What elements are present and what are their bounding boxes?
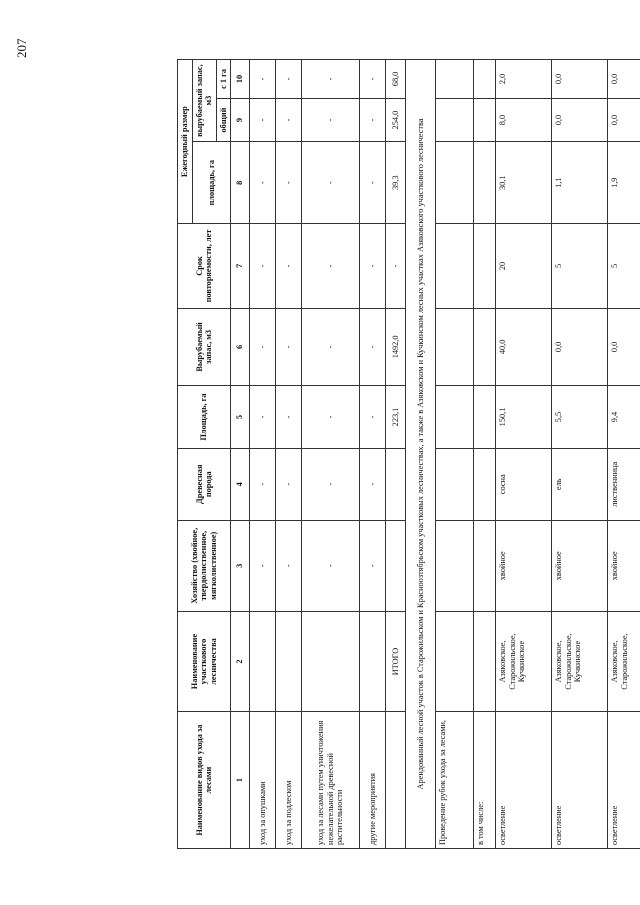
- total-annual-volume: 254,0: [386, 98, 406, 141]
- col-number: 3: [231, 520, 250, 611]
- cell: [474, 386, 496, 449]
- total-volume: 1492,0: [386, 308, 406, 386]
- cell: -: [276, 224, 302, 308]
- col-number: 5: [231, 386, 250, 449]
- cell: [386, 520, 406, 611]
- cell: -: [360, 520, 386, 611]
- care-type: осветление: [496, 712, 552, 849]
- cell: ель: [552, 448, 608, 520]
- cell: -: [250, 448, 276, 520]
- cell: 5: [552, 224, 608, 308]
- col-number: 1: [231, 712, 250, 849]
- section-title: Арендованный лесной участок в Старожильском и Красноозтябрьском участковых лесничествах, а также в Азяковском и Кучкинском лесных участках Азяковского участкового лесничества: [406, 60, 436, 849]
- cell: 1,1: [552, 142, 608, 224]
- cell: -: [360, 98, 386, 141]
- cell: 150,1: [496, 386, 552, 449]
- cell: 0,0: [552, 308, 608, 386]
- cell: -: [302, 60, 360, 99]
- cell: -: [276, 142, 302, 224]
- cell: [474, 60, 496, 99]
- total-period: -: [386, 224, 406, 308]
- care-type: осветление: [608, 712, 640, 849]
- total-label: ИТОГО: [386, 611, 406, 711]
- cell: -: [302, 142, 360, 224]
- cell: [474, 308, 496, 386]
- cell: -: [360, 60, 386, 99]
- table-row: [250, 60, 276, 849]
- cell: -: [276, 520, 302, 611]
- cell: лиственница: [608, 448, 640, 520]
- total-row: [386, 60, 406, 849]
- cell: [436, 448, 474, 520]
- cell: -: [250, 60, 276, 99]
- section-row: [406, 60, 436, 849]
- cell: -: [250, 386, 276, 449]
- cell: -: [276, 98, 302, 141]
- cell: -: [250, 142, 276, 224]
- table-row: [552, 60, 608, 849]
- header-col3: Хозяйство (хвойное, твердолиственное, мягколиственное): [178, 520, 231, 611]
- cell: 5,5: [552, 386, 608, 449]
- col-number: 10: [231, 60, 250, 99]
- cell: -: [276, 308, 302, 386]
- page-number: 207: [14, 38, 29, 58]
- cell: -: [360, 308, 386, 386]
- table-row: [436, 60, 474, 849]
- header-per-ha: с 1 га: [216, 60, 231, 99]
- care-type: Проведение рубок ухода за лесами,: [436, 712, 474, 849]
- cell: [474, 448, 496, 520]
- table-row: [474, 60, 496, 849]
- cell: 0,0: [552, 98, 608, 141]
- header-volume: вырубаемый запас, м3: [192, 60, 216, 142]
- cell: -: [302, 308, 360, 386]
- cell: -: [276, 448, 302, 520]
- cell: 9,4: [608, 386, 640, 449]
- cell: [360, 611, 386, 711]
- cell: [436, 520, 474, 611]
- header-col6: Вырубаемый запас, м3: [178, 308, 231, 386]
- forestry-name: Азяковское, Старожильское, Кучкинское: [552, 611, 608, 711]
- cell: -: [302, 224, 360, 308]
- cell: [436, 611, 474, 711]
- cell: -: [302, 448, 360, 520]
- care-type: другие мероприятия: [360, 712, 386, 849]
- cell: 2,0: [496, 60, 552, 99]
- cell: -: [276, 60, 302, 99]
- cell: 5: [608, 224, 640, 308]
- cell: 40,0: [496, 308, 552, 386]
- column-numbers-row: [231, 60, 250, 849]
- forestry-name: Азяковское, Старожильское, Кучкинское: [496, 611, 552, 711]
- forest-care-table: [177, 59, 640, 849]
- header-col1: Наименование видов ухода за лесами: [178, 712, 231, 849]
- cell: хвойное: [552, 520, 608, 611]
- cell: -: [250, 98, 276, 141]
- cell: [436, 224, 474, 308]
- table-row: [276, 60, 302, 849]
- table-row: [302, 60, 360, 849]
- header-col7: Срок повторяемости, лет: [178, 224, 231, 308]
- cell: [474, 611, 496, 711]
- header-total: общий: [216, 98, 231, 141]
- cell: [276, 611, 302, 711]
- cell: [436, 60, 474, 99]
- header-col5: Площадь, га: [178, 386, 231, 449]
- table-row: [608, 60, 640, 849]
- cell: [436, 142, 474, 224]
- cell: -: [360, 224, 386, 308]
- cell: -: [302, 520, 360, 611]
- cell: 0,0: [552, 60, 608, 99]
- cell: [474, 520, 496, 611]
- cell: сосна: [496, 448, 552, 520]
- care-type: уход за лесами путем уничтожения нежелательной древесной растительности: [302, 712, 360, 849]
- cell: -: [302, 386, 360, 449]
- care-type: уход за подлеском: [276, 712, 302, 849]
- header-col2: Наименование участкового лесничества: [178, 611, 231, 711]
- total-area: 223,1: [386, 386, 406, 449]
- care-type: осветление: [552, 712, 608, 849]
- care-type: уход за опушками: [250, 712, 276, 849]
- cell: [474, 142, 496, 224]
- total-per-ha: 68,0: [386, 60, 406, 99]
- cell: [436, 98, 474, 141]
- cell: 1,9: [608, 142, 640, 224]
- cell: -: [360, 448, 386, 520]
- cell: 0,0: [608, 98, 640, 141]
- col-number: 2: [231, 611, 250, 711]
- header-annual: Ежегодный размер: [178, 60, 193, 224]
- cell: хвойное: [496, 520, 552, 611]
- col-number: 9: [231, 98, 250, 141]
- table-row: [360, 60, 386, 849]
- cell: [474, 98, 496, 141]
- care-type: в том числе:: [474, 712, 496, 849]
- cell: [436, 386, 474, 449]
- col-number: 7: [231, 224, 250, 308]
- table-row: [496, 60, 552, 849]
- cell: -: [360, 386, 386, 449]
- col-number: 4: [231, 448, 250, 520]
- cell: -: [276, 386, 302, 449]
- cell: хвойное: [608, 520, 640, 611]
- cell: 0,0: [608, 60, 640, 99]
- cell: 20: [496, 224, 552, 308]
- cell: 8,0: [496, 98, 552, 141]
- forestry-name: Азяковское, Старожильское,: [608, 611, 640, 711]
- total-annual-area: 39,3: [386, 142, 406, 224]
- cell: [386, 448, 406, 520]
- col-number: 8: [231, 142, 250, 224]
- cell: [302, 611, 360, 711]
- cell: -: [302, 98, 360, 141]
- header-col4: Древесная порода: [178, 448, 231, 520]
- cell: 30,1: [496, 142, 552, 224]
- cell: -: [250, 520, 276, 611]
- cell: [474, 224, 496, 308]
- rotated-table-wrapper: [177, 59, 640, 849]
- cell: [250, 611, 276, 711]
- cell: -: [250, 224, 276, 308]
- cell: [386, 712, 406, 849]
- cell: -: [360, 142, 386, 224]
- col-number: 6: [231, 308, 250, 386]
- header-area: площадь, га: [192, 142, 231, 224]
- cell: [436, 308, 474, 386]
- cell: 0,0: [608, 308, 640, 386]
- cell: -: [250, 308, 276, 386]
